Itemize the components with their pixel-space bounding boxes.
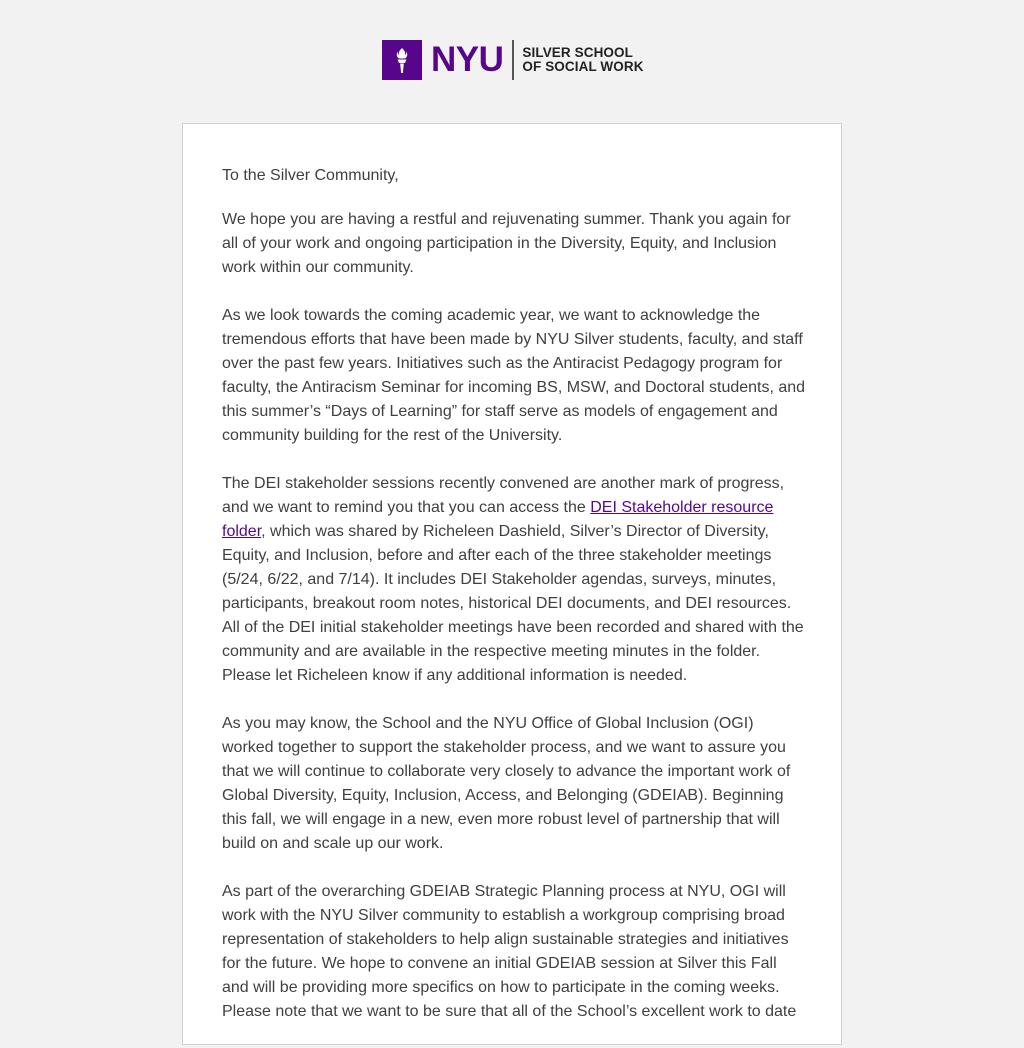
school-name-line1: SILVER SCHOOL — [522, 45, 633, 60]
paragraph-5: As part of the overarching GDEIAB Strategic Planning process at NYU, OGI will work with the NYU Silver community to establish a workgroup comprising broad representation of stakeholders to help align sustainable strategies and initiatives for the future. We hope to convene an initial GDEIAB session at Silver this Fall and will be providing more specifics on how to participate in the coming weeks. Please note that we want to be sure that all of the School’s excellent work to date — [222, 883, 797, 1020]
paragraph-4: As you may know, the School and the NYU Office of Global Inclusion (OGI) worked together to support the stakeholder process, and we want to assure you that we will continue to collaborate very closely to advance the important work of Global Diversity, Equity, Inclusion, Access, and Belonging (GDEIAB). Beginning this fall, we will engage in a new, even more robust level of partnership that will build on and scale up our work. — [222, 715, 791, 852]
paragraph-2: As we look towards the coming academic year, we want to acknowledge the tremendous efforts that have been made by NYU Silver students, faculty, and staff over the past few years. Initiatives such as the Antiracist Pedagogy program for faculty, the Antiracism Seminar for incoming BS, MSW, and Doctoral students, and this summer’s “Days of Learning” for staff serve as models of engagement and community building for the rest of the University. — [222, 307, 806, 444]
paragraph-3-rest: , which was shared by Richeleen Dashield, Silver’s Director of Diversity, Equity, and Inclusion, before and after each of the three stakeholder meetings (5/24, 6/22, and 7/14). It includes DEI Stakeholder agendas, surveys, minutes, participants, breakout room notes, historical DEI documents, and DEI resources. All of the DEI initial stakeholder meetings have been recorded and shared with the community and are available in the respective meeting minutes in the folder. Please let Richeleen know if any additional information is needed. — [222, 523, 804, 684]
school-name-line2: OF SOCIAL WORK — [522, 59, 644, 74]
email-header — [0, 0, 1024, 124]
paragraph-1: We hope you are having a restful and rejuvenating summer. Thank you again for all of your work and ongoing participation in the Diversity, Equity, and Inclusion work within our community. — [222, 211, 791, 276]
email-body-card — [182, 123, 842, 1045]
nyu-wordmark: NYU — [431, 40, 504, 79]
torch-icon — [382, 40, 422, 80]
dei-resource-folder-link[interactable]: DEI Stakeholder resource folder — [222, 499, 774, 540]
email-content — [222, 164, 807, 1048]
nyu-silver-logo[interactable] — [382, 40, 644, 80]
school-name — [522, 46, 643, 74]
paragraph-3 — [222, 472, 807, 688]
paragraph-3-intro: The DEI stakeholder sessions recently convened are another mark of progress, and we want to remind you that you can access the — [222, 475, 785, 516]
logo-divider — [512, 40, 514, 80]
greeting: To the Silver Community, — [222, 167, 399, 184]
